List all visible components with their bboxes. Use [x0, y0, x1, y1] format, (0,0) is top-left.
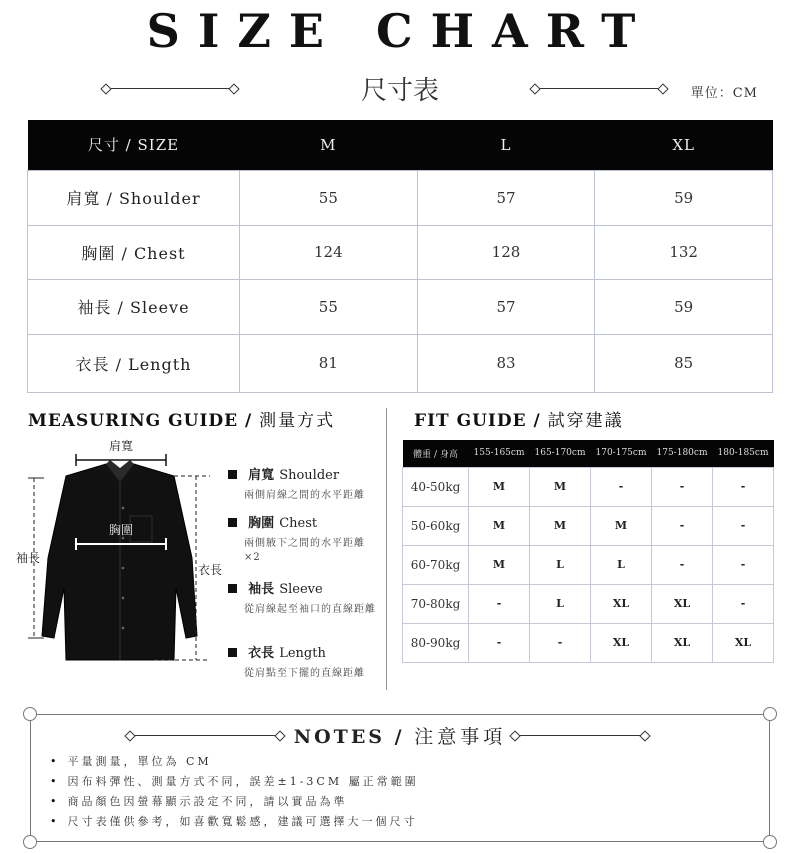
table-cell: - [591, 467, 652, 506]
fit-guide-title-zh: 試穿建議 [547, 411, 624, 431]
table-cell: M [469, 545, 530, 584]
legend-desc: 從肩點至下擺的直線距離 [244, 668, 365, 679]
weight-cell: 60-70kg [403, 545, 469, 584]
table-cell: - [713, 506, 774, 545]
fit-table-header [403, 440, 774, 467]
notes-title-en: NOTES [293, 726, 386, 748]
legend-sleeve [228, 578, 376, 615]
fit-header-cell: 175-180cm [652, 440, 713, 467]
table-cell: M [469, 467, 530, 506]
table-cell: XL [591, 584, 652, 623]
weight-cell: 80-90kg [403, 623, 469, 662]
row-label: 胸圍 / Chest [28, 225, 240, 279]
corner-ornament [23, 707, 37, 721]
legend-en: Sleeve [279, 582, 323, 597]
table-cell: - [469, 584, 530, 623]
table-cell: L [530, 545, 591, 584]
table-row [403, 467, 774, 506]
shirt-illustration [14, 438, 234, 668]
table-row [403, 506, 774, 545]
bullet-square-icon [228, 648, 237, 657]
shoulder-diagram-label: 肩寬 [108, 439, 134, 453]
bullet-square-icon [228, 470, 237, 479]
right-deco-line [535, 88, 663, 89]
bullet-square-icon [228, 518, 237, 527]
legend-chest [228, 512, 365, 563]
row-label: 衣長 / Length [28, 334, 240, 392]
legend-desc: 兩側腋下之間的水平距離 [244, 538, 365, 549]
section-divider [386, 408, 387, 690]
table-cell: - [713, 545, 774, 584]
bullet-square-icon [228, 584, 237, 593]
table-cell: - [713, 467, 774, 506]
table-cell: 83 [417, 334, 595, 392]
list-item: • 商品顏色因螢幕顯示設定不同，請以實品為準 [50, 792, 419, 812]
table-row [403, 584, 774, 623]
legend-desc-extra: ×2 [244, 552, 261, 563]
table-row [28, 279, 773, 334]
table-cell: - [652, 506, 713, 545]
list-item: • 平量測量，單位為 CM [50, 752, 419, 772]
legend-name: 胸圍 [248, 516, 275, 531]
table-row [403, 545, 774, 584]
table-cell: 128 [417, 225, 595, 279]
table-cell: M [530, 506, 591, 545]
length-diagram-label: 衣長 [197, 563, 223, 577]
table-row [28, 170, 773, 225]
table-cell: L [591, 545, 652, 584]
row-label: 肩寬 / Shoulder [28, 170, 240, 225]
size-table [27, 120, 773, 393]
table-row [28, 334, 773, 392]
legend-en: Chest [279, 516, 318, 531]
table-cell: 55 [240, 170, 418, 225]
size-header-cell: XL [595, 120, 773, 170]
table-row [403, 623, 774, 662]
shirt-diagram [14, 438, 234, 668]
notes-list [50, 752, 419, 832]
legend-desc: 兩側肩線之間的水平距離 [244, 490, 365, 501]
fit-header-cell: 體重 / 身高 [403, 440, 469, 467]
table-cell: 57 [417, 279, 595, 334]
fit-header-cell: 155-165cm [469, 440, 530, 467]
table-cell: 59 [595, 170, 773, 225]
row-label: 袖長 / Sleeve [28, 279, 240, 334]
table-cell: L [530, 584, 591, 623]
table-cell: 57 [417, 170, 595, 225]
notes-title: NOTES / 注意事項 [293, 726, 507, 748]
fit-table [402, 440, 774, 663]
table-cell: XL [713, 623, 774, 662]
table-cell: - [530, 623, 591, 662]
corner-ornament [23, 835, 37, 849]
table-cell: - [713, 584, 774, 623]
legend-en: Length [279, 646, 326, 661]
fit-header-cell: 170-175cm [591, 440, 652, 467]
table-cell: - [652, 467, 713, 506]
size-header-cell: L [417, 120, 595, 170]
legend-length [228, 642, 365, 679]
table-cell: - [469, 623, 530, 662]
legend-name: 袖長 [248, 582, 275, 597]
fit-header-cell: 165-170cm [530, 440, 591, 467]
table-cell: 81 [240, 334, 418, 392]
table-row [28, 225, 773, 279]
table-cell: XL [652, 584, 713, 623]
weight-cell: 50-60kg [403, 506, 469, 545]
legend-desc: 從肩線起至袖口的直線距離 [244, 604, 376, 615]
size-table-header [28, 120, 773, 170]
page-subtitle: 尺寸表 [360, 76, 439, 106]
weight-cell: 40-50kg [403, 467, 469, 506]
list-item: • 尺寸表僅供參考，如喜歡寬鬆感，建議可選擇大一個尺寸 [50, 812, 419, 832]
fit-guide-title-en: FIT GUIDE [414, 411, 527, 431]
measuring-guide-title-zh: 測量方式 [259, 411, 336, 431]
table-cell: 132 [595, 225, 773, 279]
legend-en: Shoulder [279, 468, 340, 483]
table-cell: M [530, 467, 591, 506]
measuring-guide-title: MEASURING GUIDE / 測量方式 [28, 411, 336, 431]
legend-shoulder [228, 464, 365, 501]
list-item: • 因布料彈性、測量方式不同，誤差±1-3CM 屬正常範圍 [50, 772, 419, 792]
page-title: SIZE CHART [146, 4, 654, 58]
size-header-cell: M [240, 120, 418, 170]
fit-guide-title: FIT GUIDE / 試穿建議 [414, 411, 624, 431]
table-cell: XL [591, 623, 652, 662]
legend-name: 肩寬 [248, 468, 275, 483]
chest-diagram-label: 胸圍 [108, 523, 134, 537]
corner-ornament [763, 707, 777, 721]
table-cell: XL [652, 623, 713, 662]
legend-name: 衣長 [248, 646, 275, 661]
table-cell: M [591, 506, 652, 545]
corner-ornament [763, 835, 777, 849]
table-cell: 85 [595, 334, 773, 392]
unit-label: 單位：CM [690, 86, 758, 101]
size-header-cell: 尺寸 / SIZE [28, 120, 240, 170]
fit-header-cell: 180-185cm [713, 440, 774, 467]
table-cell: M [469, 506, 530, 545]
notes-title-zh: 注意事項 [414, 726, 507, 748]
table-cell: - [652, 545, 713, 584]
weight-cell: 70-80kg [403, 584, 469, 623]
subtitle-row [0, 70, 800, 106]
sleeve-diagram-label: 袖長 [15, 551, 41, 565]
measuring-guide-title-en: MEASURING GUIDE [28, 411, 239, 431]
table-cell: 59 [595, 279, 773, 334]
table-cell: 124 [240, 225, 418, 279]
table-cell: 55 [240, 279, 418, 334]
